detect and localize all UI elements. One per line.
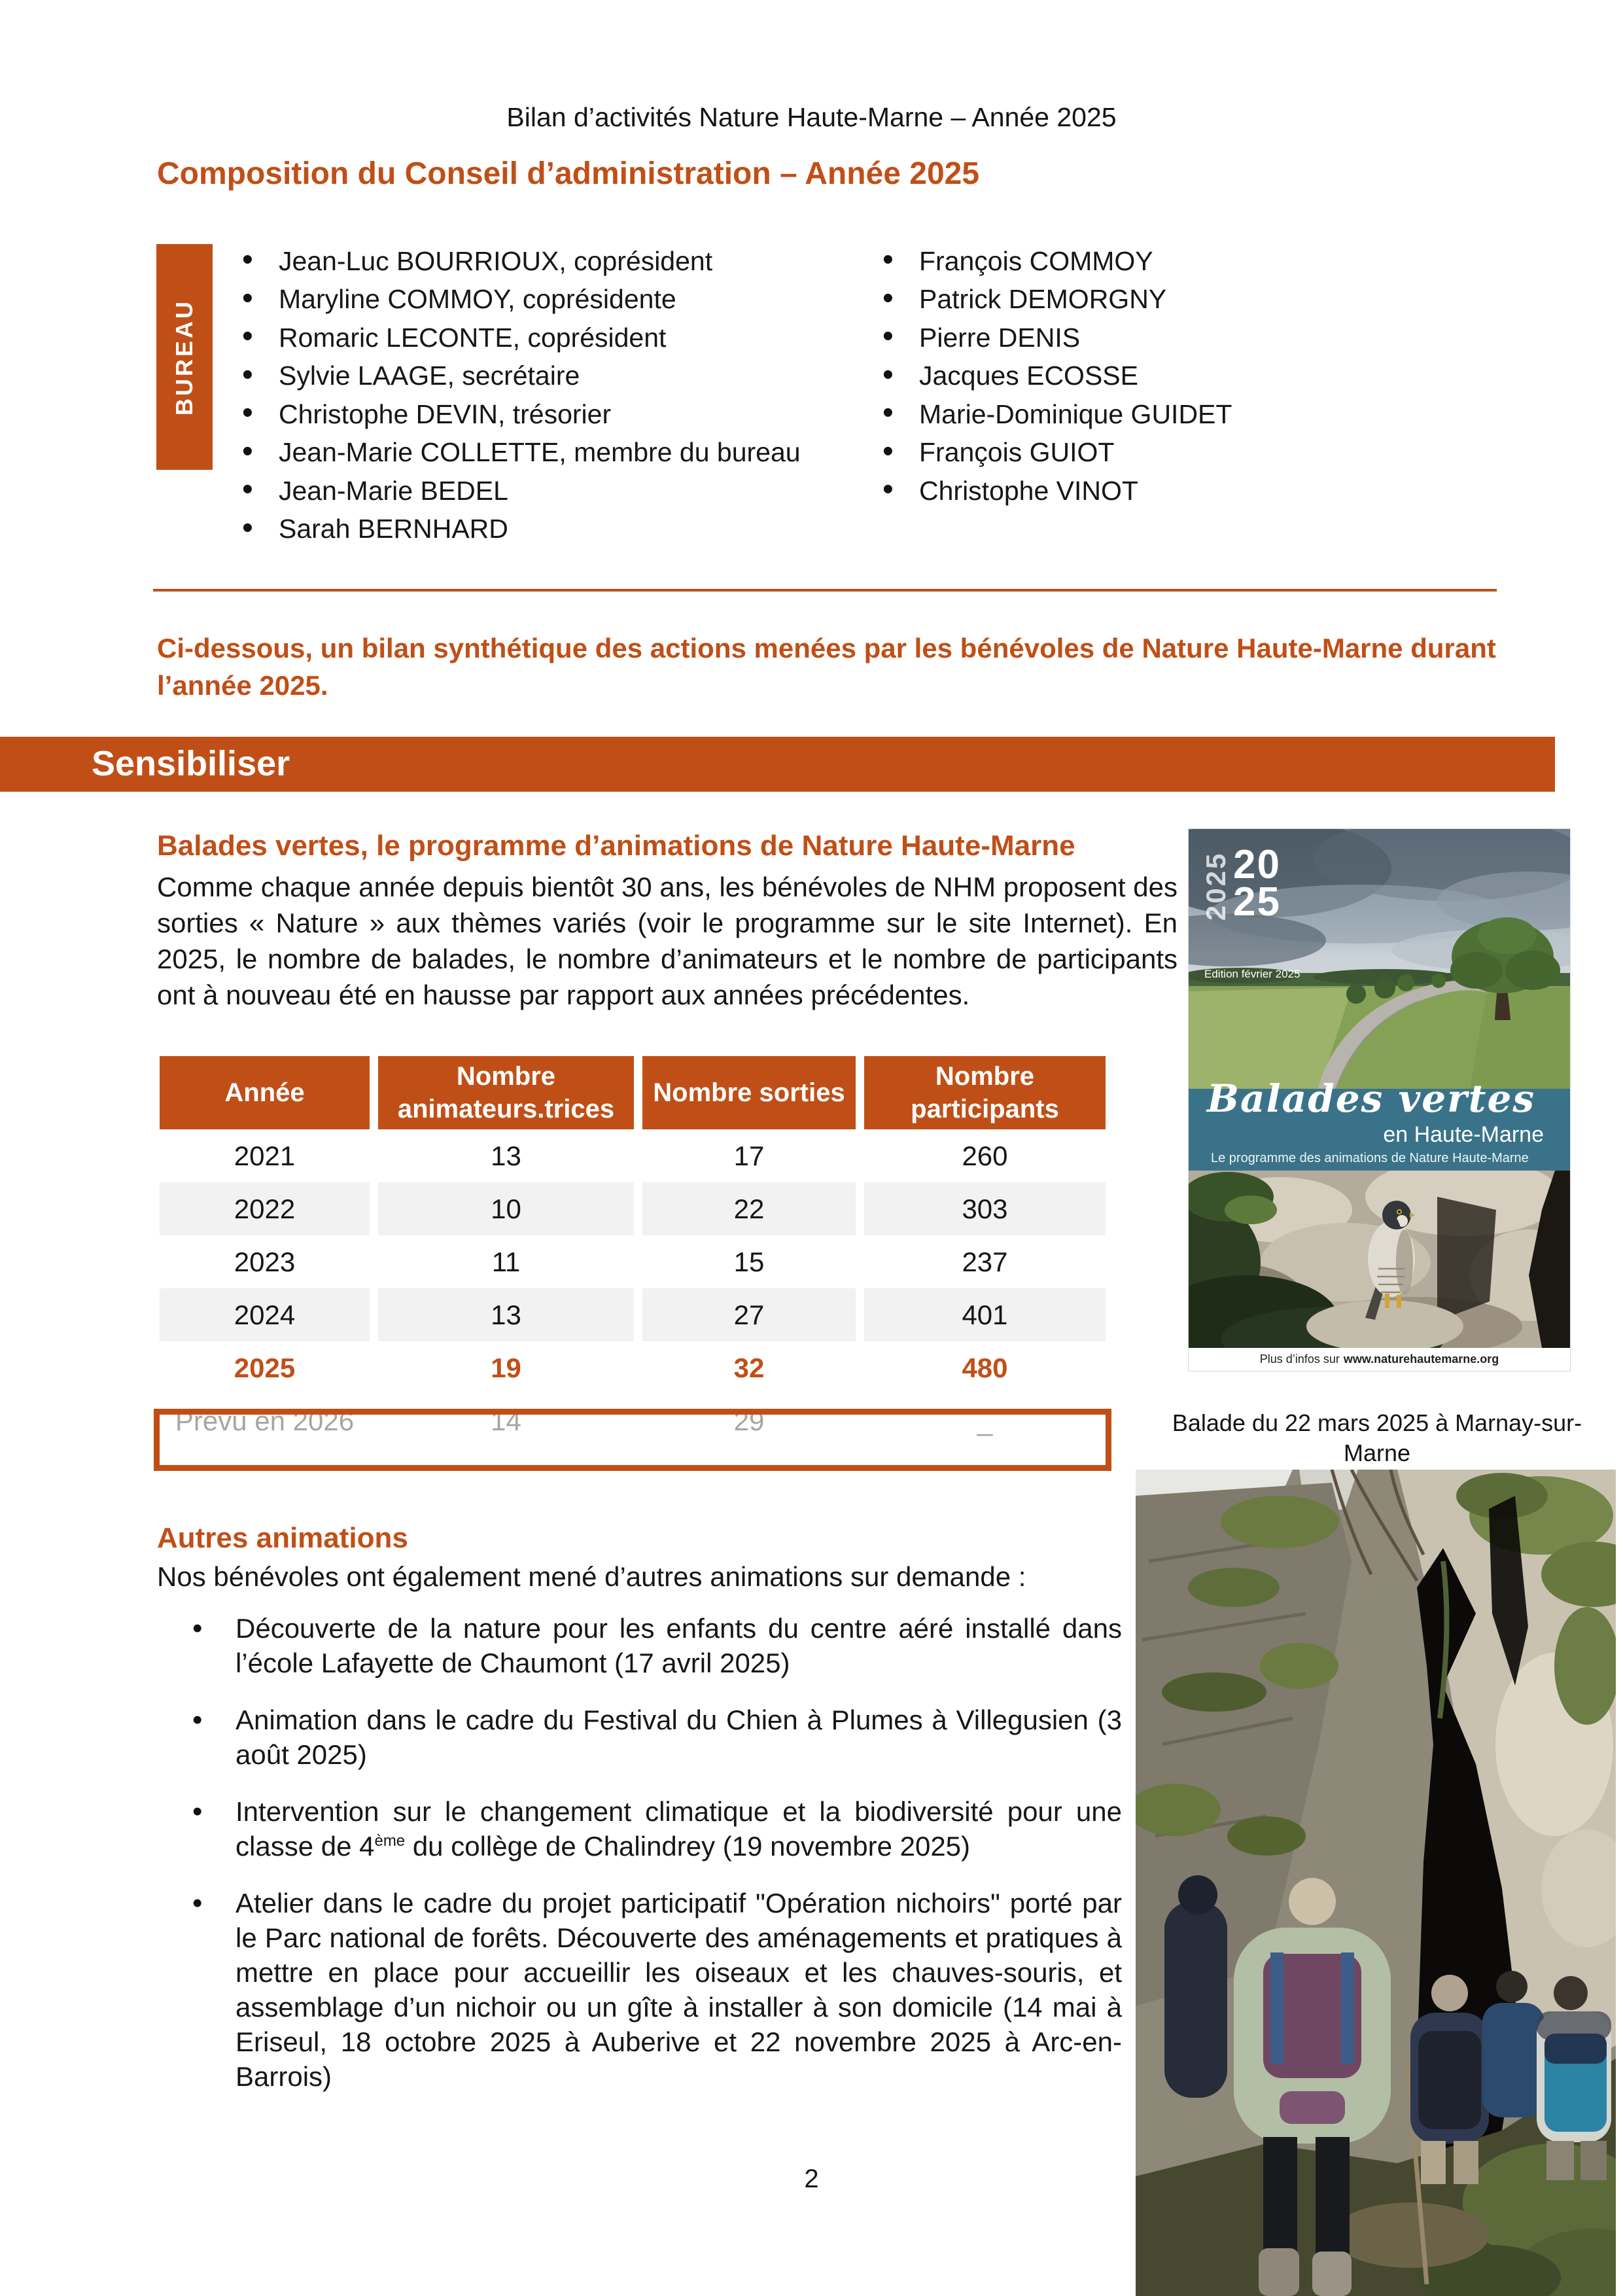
sorties-cell: 29 [733,1405,765,1436]
member-item: • Pierre DENIS [882,319,1537,357]
composition-title: Composition du Conseil d’administration – Année 2025 [157,156,980,191]
members-list-right [882,242,1537,510]
poster-footer-url: www.naturehautemarne.org [1343,1352,1499,1366]
table-row-2022 [160,1182,1106,1235]
page-header: Bilan d’activités Nature Haute-Marne – Année 2025 [506,102,1117,132]
page-number: 2 [804,2164,819,2193]
sensibiliser-banner [0,737,1555,792]
autres-title: Autres animations [157,1522,408,1554]
poster-footer [1189,1348,1570,1371]
bullet-item [192,1703,1122,1772]
poster-falcon-art [1189,1171,1570,1348]
bullet-text: Atelier dans le cadre du projet participatif "Opération nichoirs" porté par le Parc national de forêts. Découverte des aménagements et pratiques à mettre en place pour accueillir les oiseaux et les chauves-souris, et assemblage d’un nichoir ou un gîte à installer à son domicile (14 mai à Eriseul, 18 octobre 2025 à Auberive et 22 novembre 2025 à Arc-en-Barrois) [236,1888,1122,2092]
balades-vertes-poster [1189,829,1570,1371]
participants-cell: 480 [962,1352,1008,1383]
animateurs-cell: 14 [491,1405,521,1436]
member-item: • Patrick DEMORGNY [882,281,1537,319]
sorties-cell: 17 [733,1140,765,1171]
poster-year-top: 20 [1233,842,1281,887]
table-row-prevu-2026 [160,1394,1106,1447]
bullet-superscript: ème [374,1832,406,1850]
table-body [160,1129,1106,1447]
member-item: • Jean-Marie COLLETTE, membre du bureau [242,434,870,472]
year-cell: 2024 [160,1288,370,1341]
poster-edition: Edition février 2025 [1204,968,1300,980]
member-item: • Jean-Luc BOURRIOUX, coprésident [242,242,870,281]
autres-bullet-list [192,1611,1122,2116]
animateurs-cell: 13 [378,1288,634,1341]
bullet-text: Intervention sur le changement climatique et la biodiversité pour une classe de 4 [236,1796,1122,1862]
sorties-cell: 32 [733,1352,765,1383]
member-item: • Christophe VINOT [882,472,1537,510]
poster-subtitle: en Haute-Marne [1383,1122,1544,1147]
sorties-cell: 27 [642,1288,856,1341]
poster-year-bottom: 25 [1233,879,1281,925]
poster-title: Balades vertes [1207,1076,1536,1121]
bureau-sidebar [156,244,213,470]
animateurs-cell: 19 [491,1352,521,1383]
member-item: • Jacques ECOSSE [882,357,1537,396]
table-row-2023 [160,1235,1106,1288]
header-cell-annee: Année [160,1056,370,1129]
section-divider [153,589,1497,592]
balades-title: Balades vertes, le programme d’animations de Nature Haute-Marne [157,830,1075,862]
participants-cell: _ [977,1405,993,1436]
year-cell: Prévu en 2026 [175,1405,355,1436]
animateurs-cell: 10 [378,1182,634,1235]
member-item: • Marie-Dominique GUIDET [882,395,1537,434]
member-item: • Jean-Marie BEDEL [242,472,870,510]
header-cell-sorties: Nombre sorties [642,1056,856,1129]
year-cell: 2021 [234,1140,296,1171]
bullet-item [192,1886,1122,2094]
poster-year-vertical: 2025 [1200,851,1231,921]
year-cell: 2025 [234,1352,296,1383]
member-item: • Christophe DEVIN, trésorier [242,395,870,434]
poster-tagline: Le programme des animations de Nature Haute-Marne [1211,1151,1529,1165]
table-row-2021 [160,1129,1106,1182]
autres-intro: Nos bénévoles ont également mené d’autres animations sur demande : [157,1561,1026,1592]
member-item: • Romaric LECONTE, coprésident [242,319,870,357]
bullet-item [192,1794,1122,1863]
balades-paragraph: Comme chaque année depuis bientôt 30 ans, les bénévoles de NHM proposent des sorties « Nature » aux thèmes variés (voir le programme sur le site Internet). En 2025, le nombre de balades, le nombre d’animateurs et le nombre de participants ont à nouveau été en hausse par rapport aux années précédentes. [157,872,1178,1010]
member-item: • François COMMOY [882,242,1537,281]
sorties-cell: 22 [642,1182,856,1235]
animateurs-cell: 13 [491,1140,521,1171]
member-item: • Sylvie LAAGE, secrétaire [242,357,870,396]
balades-stats-table [160,1056,1106,1447]
table-row-2025-highlighted [160,1341,1106,1394]
header-cell-animateurs: Nombre animateurs.trices [378,1056,634,1129]
banner-label: Sensibiliser [92,744,290,783]
animateurs-cell: 11 [491,1246,521,1277]
table-header-row [160,1056,1106,1129]
year-cell: 2023 [234,1246,296,1277]
table-row-2024 [160,1288,1106,1341]
participants-cell: 260 [962,1140,1008,1171]
bullet-text: Animation dans le cadre du Festival du Chien à Plumes à Villegusien (3 août 2025) [236,1704,1122,1770]
members-list-left [242,242,870,548]
bullet-text: Découverte de la nature pour les enfants du centre aéré installé dans l’école Lafayette de Chaumont (17 avril 2025) [236,1613,1122,1678]
participants-cell: 237 [962,1246,1008,1277]
bullet-text: du collège de Chalindrey (19 novembre 2025) [405,1831,971,1862]
header-cell-participants: Nombre participants [864,1056,1106,1129]
participants-cell: 401 [864,1288,1106,1341]
member-item: • Maryline COMMOY, coprésidente [242,281,870,319]
member-item: • François GUIOT [882,434,1537,472]
bullet-item [192,1611,1122,1680]
sorties-cell: 15 [733,1246,765,1277]
poster-year-block [1200,842,1281,925]
year-cell: 2022 [160,1182,370,1235]
member-item: • Sarah BERNHARD [242,510,870,549]
caption-line1: Balade du 22 mars 2025 à Marnay-sur-Marne [1172,1409,1582,1466]
bureau-label: BUREAU [171,298,198,415]
participants-cell: 303 [864,1182,1106,1235]
poster-footer-prefix: Plus d’infos sur [1259,1352,1340,1366]
intro-paragraph: Ci-dessous, un bilan synthétique des actions menées par les bénévoles de Nature Haute-Marne durant l’année 2025. [157,633,1496,701]
